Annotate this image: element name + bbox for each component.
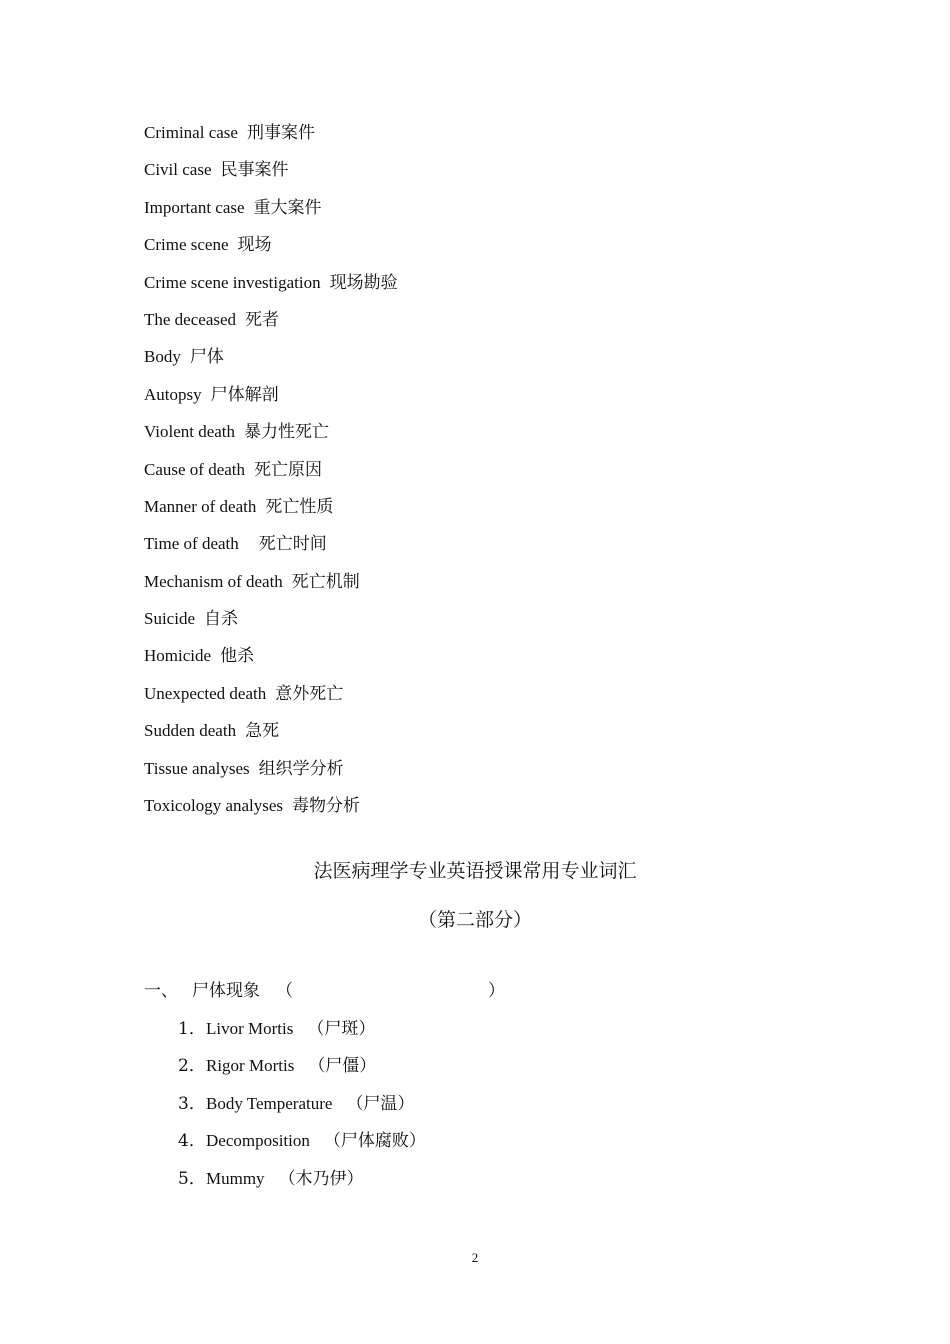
item-index: 1．: [178, 1019, 206, 1039]
vocab-term-english: Important case: [144, 197, 245, 217]
item-term-chinese: （尸体腐败）: [323, 1131, 426, 1152]
vocab-entry: [144, 419, 398, 456]
vocab-term-chinese: 尸体解剖: [210, 384, 279, 405]
vocab-term-chinese: 民事案件: [220, 160, 289, 181]
vocab-entry: [144, 643, 398, 680]
vocab-term-english: Cause of death: [144, 459, 246, 479]
vocab-entry: [144, 494, 398, 531]
vocab-term-chinese: 现场: [237, 235, 272, 256]
vocab-entry: [144, 756, 398, 793]
vocab-term-english: Crime scene investigation: [144, 272, 321, 292]
section-paren-close: ）: [488, 981, 505, 1001]
vocab-entry: [144, 344, 398, 381]
vocab-entry: [144, 457, 398, 494]
vocab-term-chinese: 他杀: [220, 646, 255, 667]
item-term-chinese: （尸斑）: [307, 1019, 376, 1039]
document-subtitle: （第二部分）: [417, 909, 532, 931]
vocab-term-chinese: 死亡性质: [265, 496, 334, 517]
vocab-term-english: Manner of death: [144, 496, 257, 516]
vocab-term-english: Crime scene: [144, 235, 229, 255]
section-paren-open: （: [276, 981, 293, 1001]
item-index: 3．: [178, 1093, 206, 1114]
item-index: 2．: [178, 1056, 206, 1077]
item-term-chinese: （尸温）: [346, 1093, 415, 1114]
vocab-entry: [144, 531, 398, 568]
vocab-term-chinese: 现场勘验: [329, 272, 398, 293]
list-item: [178, 1128, 426, 1165]
vocab-term-chinese: 死亡时间: [258, 534, 327, 555]
vocab-term-english: Civil case: [144, 160, 212, 180]
section-number: 一、: [144, 981, 178, 1001]
vocab-term-english: Homicide: [144, 646, 212, 666]
vocab-entry: [144, 793, 398, 830]
vocab-entry: [144, 307, 398, 344]
item-index: 5．: [178, 1168, 206, 1189]
vocabulary-list: [144, 120, 398, 830]
vocab-term-english: Unexpected death: [144, 683, 267, 703]
vocab-term-english: Autopsy: [144, 384, 202, 404]
vocab-term-chinese: 自杀: [204, 609, 238, 630]
vocab-term-english: Violent death: [144, 422, 236, 442]
vocab-term-chinese: 死亡机制: [291, 571, 360, 592]
item-term-english: Rigor Mortis: [206, 1056, 295, 1076]
vocab-entry: [144, 232, 398, 269]
vocab-entry: [144, 569, 398, 606]
list-item: [178, 1016, 426, 1053]
item-term-english: Decomposition: [206, 1131, 310, 1151]
vocab-term-english: Suicide: [144, 609, 195, 629]
item-term-english: Body Temperature: [206, 1093, 333, 1113]
item-term-chinese: （尸僵）: [308, 1056, 377, 1077]
list-item: [178, 1091, 426, 1128]
vocab-term-english: Sudden death: [144, 721, 237, 741]
vocab-term-english: Mechanism of death: [144, 571, 283, 591]
vocab-entry: [144, 718, 398, 755]
vocab-term-english: Time of death: [144, 534, 239, 554]
vocab-term-chinese: 重大案件: [253, 197, 322, 218]
vocab-term-english: Body: [144, 347, 181, 367]
list-item: [178, 1166, 426, 1203]
vocab-term-english: Toxicology analyses: [144, 796, 284, 816]
vocab-entry: [144, 195, 398, 232]
vocab-term-chinese: 刑事案件: [246, 123, 315, 143]
vocab-term-english: Criminal case: [144, 123, 238, 142]
vocab-term-chinese: 死者: [245, 309, 280, 330]
section-item-list: [178, 1016, 426, 1203]
item-index: 4．: [178, 1131, 206, 1152]
list-item: [178, 1053, 426, 1090]
page-number: 2: [471, 1250, 479, 1265]
vocab-entry: [144, 270, 398, 307]
vocab-entry: [144, 382, 398, 419]
vocab-term-chinese: 尸体: [189, 347, 224, 368]
vocab-term-chinese: 死亡原因: [254, 459, 323, 480]
vocab-term-chinese: 组织学分析: [258, 758, 344, 779]
vocab-term-chinese: 毒物分析: [292, 796, 361, 817]
section-heading: [144, 978, 524, 1004]
item-term-english: Livor Mortis: [206, 1019, 294, 1038]
document-title: 法医病理学专业英语授课常用专业词汇: [313, 860, 637, 882]
vocab-term-english: The deceased: [144, 309, 237, 329]
vocab-term-english: Tissue analyses: [144, 758, 250, 778]
vocab-entry: [144, 681, 398, 718]
item-term-english: Mummy: [206, 1168, 265, 1188]
vocab-entry: [144, 120, 398, 157]
vocab-entry: [144, 157, 398, 194]
vocab-term-chinese: 急死: [245, 721, 280, 742]
vocab-entry: [144, 606, 398, 643]
vocab-term-chinese: 暴力性死亡: [244, 422, 330, 443]
vocab-term-chinese: 意外死亡: [275, 683, 344, 704]
item-term-chinese: （木乃伊）: [278, 1168, 364, 1189]
section-title: 尸体现象: [192, 981, 260, 1001]
